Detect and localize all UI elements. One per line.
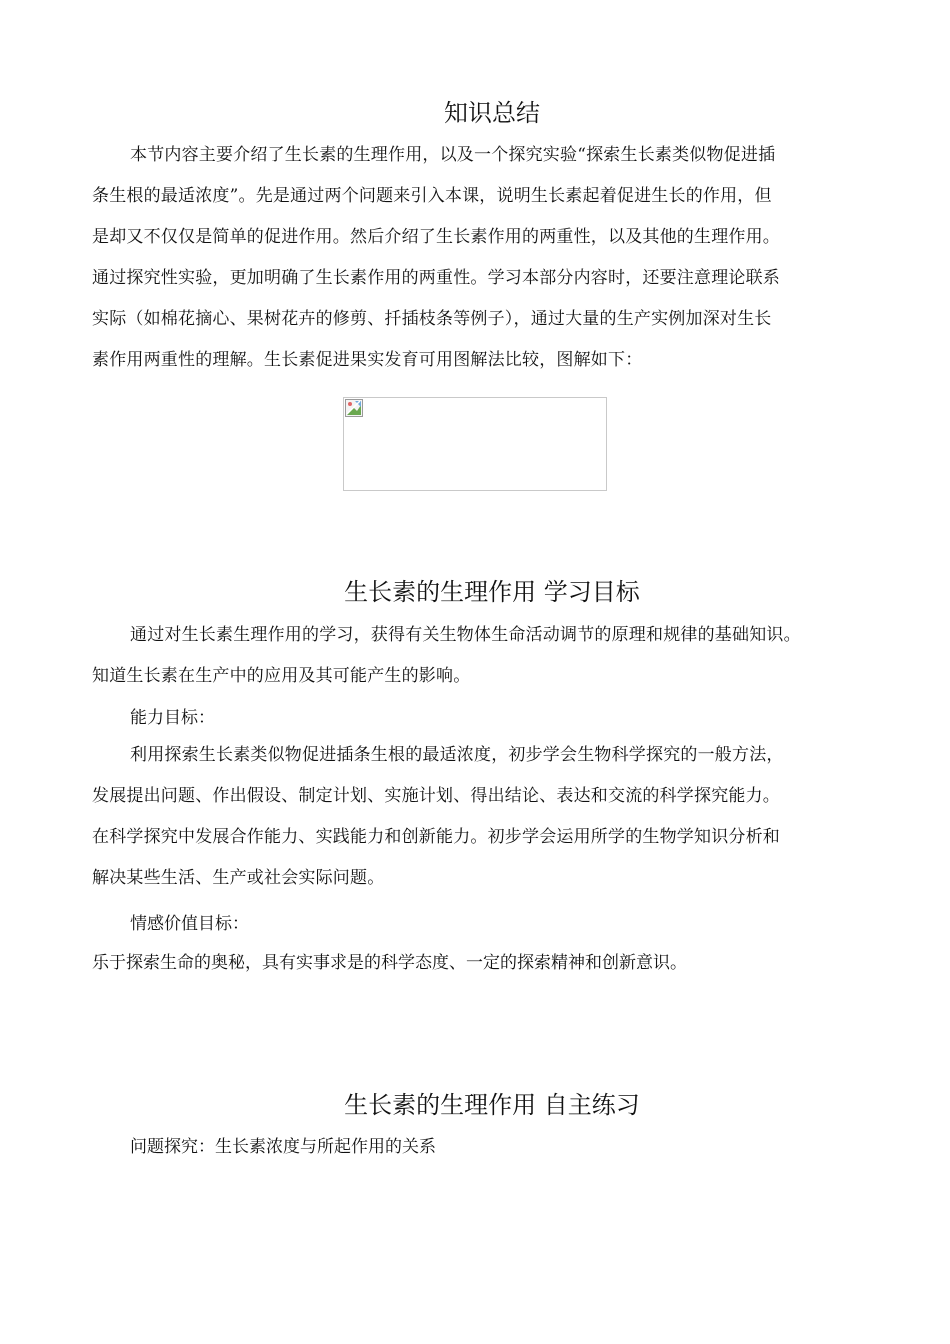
paragraph-line: 实际（如棉花摘心、果树花卉的修剪、扦插枝条等例子），通过大量的生产实例加深对生长 (92, 309, 772, 329)
paragraph-line: 知道生长素在生产中的应用及其可能产生的影响。 (92, 666, 471, 686)
paragraph-line: 通过探究性实验，更加明确了生长素作用的两重性。学习本部分内容时，还要注意理论联系 (92, 268, 780, 288)
paragraph-line: 解决某些生活、生产或社会实际问题。 (92, 868, 385, 888)
emotion-goal-label: 情感价值目标： (130, 914, 249, 934)
broken-image-icon (345, 399, 363, 417)
paragraph-line: 在科学探究中发展合作能力、实践能力和创新能力。初步学会运用所学的生物学知识分析和 (92, 827, 780, 847)
paragraph-line: 条生根的最适浓度”。先是通过两个问题来引入本课，说明生长素起着促进生长的作用，但 (92, 186, 772, 206)
ability-goal-label: 能力目标： (130, 708, 215, 728)
knowledge-summary-paragraph (92, 135, 882, 381)
paragraph-line: 通过对生长素生理作用的学习，获得有关生物体生命活动调节的原理和规律的基础知识。 (130, 625, 801, 645)
paragraph-line: 利用探索生长素类似物促进插条生根的最适浓度，初步学会生物科学探究的一般方法， (130, 745, 784, 765)
knowledge-goal-paragraph (92, 615, 882, 697)
paragraph-line: 是却又不仅仅是简单的促进作用。然后介绍了生长素作用的两重性，以及其他的生理作用。 (92, 227, 780, 247)
question-explore-text: 问题探究：生长素浓度与所起作用的关系 (130, 1137, 436, 1157)
paragraph-line: 发展提出问题、作出假设、制定计划、实施计划、得出结论、表达和交流的科学探究能力。 (92, 786, 780, 806)
paragraph-line: 本节内容主要介绍了生长素的生理作用，以及一个探究实验“探索生长素类似物促进插 (130, 145, 776, 165)
emotion-goal-text: 乐于探索生命的奥秘，具有实事求是的科学态度、一定的探索精神和创新意识。 (92, 953, 687, 973)
diagram-image-placeholder (343, 397, 607, 491)
section-title-learning-goals: 生长素的生理作用 学习目标 (344, 578, 640, 606)
paragraph-line: 素作用两重性的理解。生长素促进果实发育可用图解法比较，图解如下： (92, 350, 643, 370)
section-title-self-practice: 生长素的生理作用 自主练习 (344, 1091, 640, 1119)
ability-goal-paragraph (92, 735, 882, 899)
section-title-knowledge-summary: 知识总结 (444, 99, 540, 127)
